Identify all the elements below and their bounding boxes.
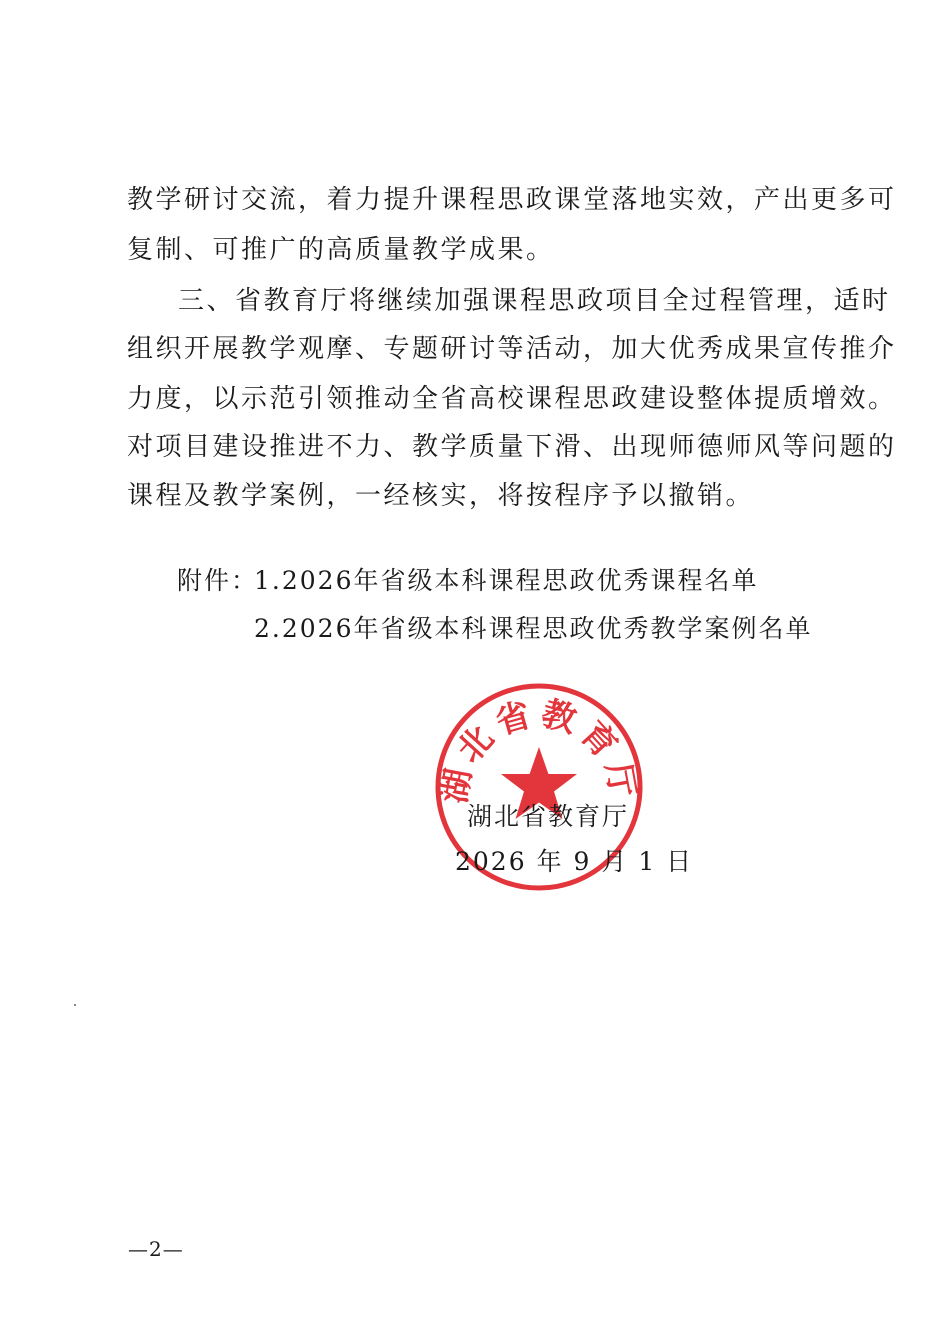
attachment-item-2: 2.2026年省级本科课程思政优秀教学案例名单: [254, 614, 813, 643]
body-line-5: 力度，以示范引领推动全省高校课程思政建设整体提质增效。: [127, 384, 897, 414]
body-line-7: 课程及教学案例，一经核实，将按程序予以撤销。: [127, 481, 755, 511]
page-number: —2—: [128, 1237, 184, 1261]
body-line-3: 三、省教育厅将继续加强课程思政项目全过程管理，适时: [178, 286, 891, 316]
body-line-2: 复制、可推广的高质量教学成果。: [127, 235, 555, 265]
body-line-1: 教学研讨交流，着力提升课程思政课堂落地实效，产出更多可: [127, 185, 897, 215]
seal-text: 湖北省教育厅: [434, 693, 644, 807]
signature-org: 湖北省教育厅: [467, 802, 630, 831]
attachment-item-1: 1.2026年省级本科课程思政优秀课程名单: [254, 566, 759, 595]
body-line-4: 组织开展教学观摩、专题研讨等活动，加大优秀成果宣传推介: [127, 334, 897, 364]
scan-speck: [74, 1004, 76, 1006]
attachment-label: 附件：: [177, 566, 259, 595]
signature-date: 2026 年 9 月 1 日: [455, 847, 694, 876]
body-line-6: 对项目建设推进不力、教学质量下滑、出现师德师风等问题的: [127, 432, 897, 462]
